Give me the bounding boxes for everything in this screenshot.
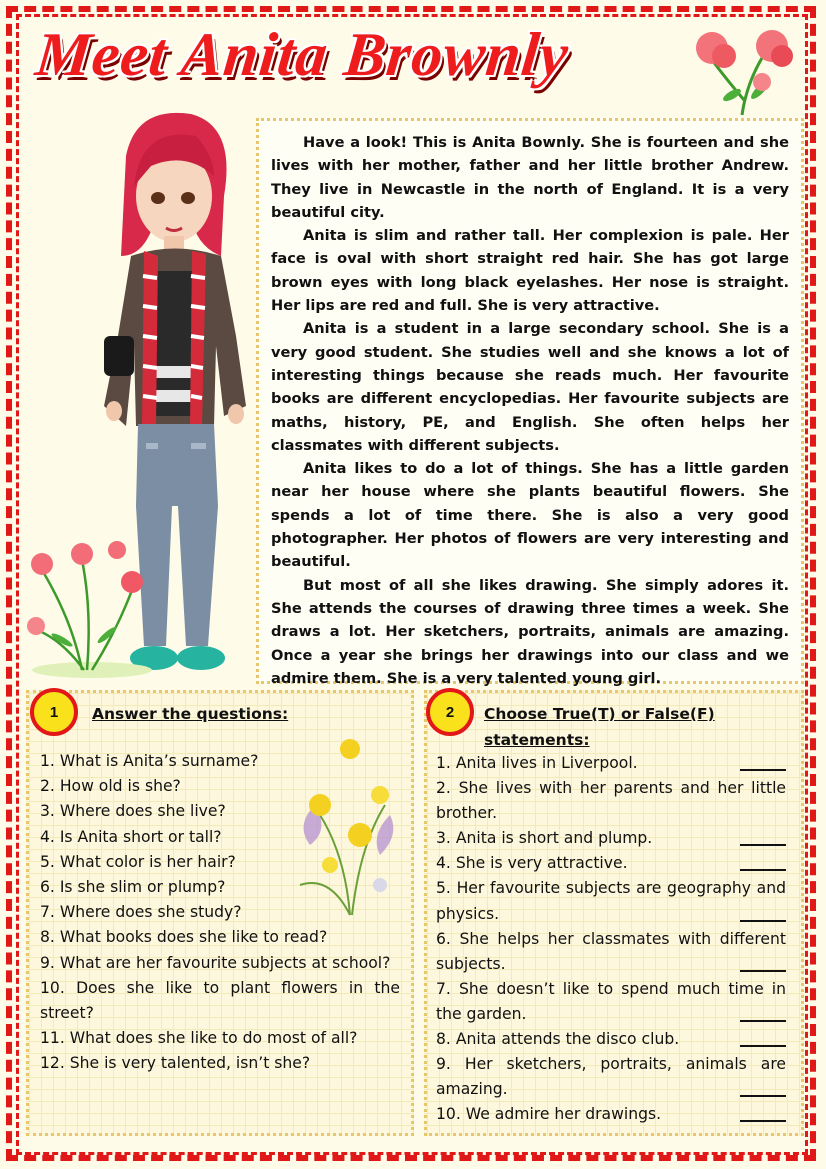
statement-text: 2. She lives with her parents and her little brother.	[436, 779, 786, 823]
answer-blank[interactable]	[740, 855, 786, 871]
question-item: 7. Where does she study?	[40, 903, 242, 922]
question-item: 10. Does she like to plant flowers in the street?	[40, 978, 400, 1023]
task2-title: Choose True(T) or False(F) statements:	[484, 705, 715, 749]
question-item: 8. What books does she like to read?	[40, 928, 328, 947]
statement-item	[436, 1102, 786, 1127]
question-item: 4. Is Anita short or tall?	[40, 827, 222, 846]
statement-item	[436, 876, 786, 926]
task1-number-badge: 1	[30, 688, 78, 736]
statement-item	[436, 977, 786, 1027]
statement-item	[436, 776, 786, 826]
question-item: 3. Where does she live?	[40, 802, 226, 821]
flower-illustration-top	[672, 20, 812, 120]
page-title: Meet Anita Brownly	[32, 21, 573, 89]
story-paragraph: Anita is slim and rather tall. Her complexion is pale. Her face is oval with short straight red hair. She has got large brown eyes with long black eyelashes. Her nose is straight. Her lips are red and full. She is very attractive.	[271, 227, 789, 315]
answer-blank[interactable]	[740, 830, 786, 846]
statement-item	[436, 1027, 786, 1052]
statement-text: 3. Anita is short and plump.	[436, 829, 653, 848]
statement-text: 5. Her favourite subjects are geography and physics.	[436, 879, 786, 923]
task1-title: Answer the questions:	[92, 705, 289, 723]
answer-blank[interactable]	[740, 956, 786, 972]
story-paragraph: Anita is a student in a large secondary school. She is a very good student. She studies well and she knows a lot of interesting things because she reads much. Her favourite books are different encyclopedias. Her favourite subjects are maths, history, PE, and English. She often helps her classmates with different subjects.	[271, 320, 789, 454]
statement-item	[436, 751, 786, 776]
answer-blank[interactable]	[740, 1106, 786, 1122]
statement-item	[436, 826, 786, 851]
question-item: 1. What is Anita’s surname?	[40, 752, 259, 770]
statement-text: 10. We admire her drawings.	[436, 1105, 662, 1124]
answer-blank[interactable]	[740, 1031, 786, 1047]
story-paragraph: Anita likes to do a lot of things. She has a little garden near her house where she plants beautiful flowers. She spends a lot of time there. She is also a very good photographer. Her photos of flowers are very interesting and beautiful.	[271, 460, 789, 571]
statement-text: 6. She helps her classmates with different subjects.	[436, 929, 786, 973]
statement-text: 7. She doesn’t like to spend much time in the garden.	[436, 979, 786, 1023]
flower-illustration-left	[22, 530, 152, 680]
statement-item	[436, 851, 786, 876]
question-item: 11. What does she like to do most of all?	[40, 1029, 358, 1048]
statement-text: 4. She is very attractive.	[436, 854, 628, 873]
answer-blank[interactable]	[740, 906, 786, 922]
story-paragraph: But most of all she likes drawing. She simply adores it. She attends the courses of drawing three times a week. She draws a lot. Her sketchers, portraits, animals are amazing. Once a year she brings her drawings into our class and we admire them. She is a very talented young girl.	[271, 576, 789, 687]
answer-blank[interactable]	[740, 755, 786, 771]
statements-list	[436, 751, 786, 1127]
answer-blank[interactable]	[740, 1006, 786, 1022]
question-item: 5. What color is her hair?	[40, 852, 236, 871]
answer-blank[interactable]	[740, 1081, 786, 1097]
question-item: 2. How old is she?	[40, 777, 181, 796]
questions-list	[40, 749, 400, 1077]
statement-text: 9. Her sketchers, portraits, animals are amazing.	[436, 1055, 786, 1099]
statement-text: 8. Anita attends the disco club.	[436, 1030, 680, 1049]
question-item: 12. She is very talented, isn’t she?	[40, 1054, 311, 1073]
statement-item	[436, 1052, 786, 1102]
task2-number-badge: 2	[426, 688, 474, 736]
statement-item	[436, 927, 786, 977]
question-item: 6. Is she slim or plump?	[40, 878, 226, 897]
statement-text: 1. Anita lives in Liverpool.	[436, 754, 638, 772]
question-item: 9. What are her favourite subjects at school?	[40, 953, 391, 972]
story-paragraph: Have a look! This is Anita Bownly. She is fourteen and she lives with her mother, father and her little brother Andrew. They live in Newcastle in the north of England. It is a very beautiful city.	[271, 134, 789, 221]
reading-passage	[256, 118, 804, 687]
